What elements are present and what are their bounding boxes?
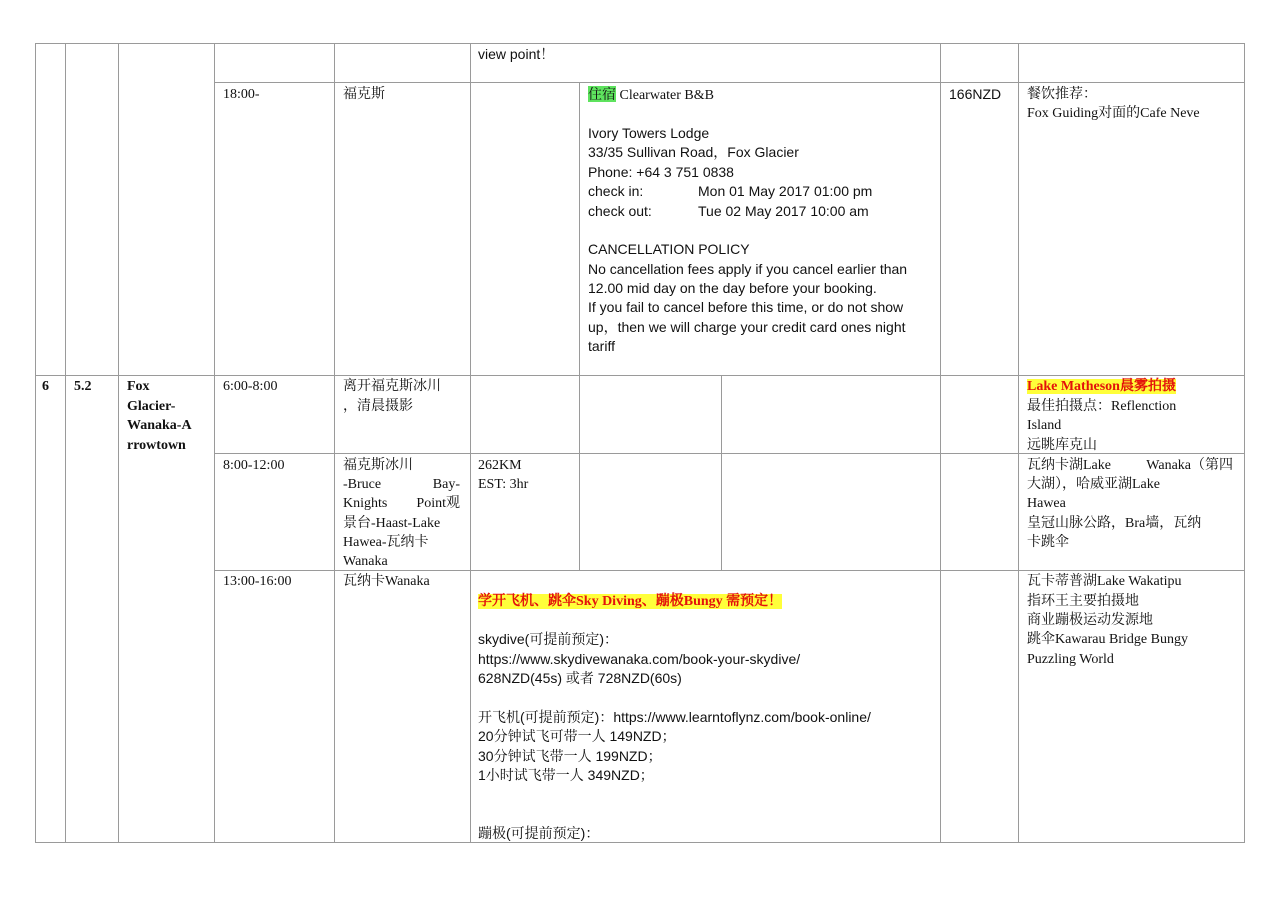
grid-line	[1018, 43, 1019, 843]
place-line: Wanaka	[343, 554, 388, 569]
fly-price: 20分钟试飞可带一人 149NZD；	[478, 728, 676, 744]
place-line: 福克斯冰川	[343, 458, 413, 473]
place-word: Point观	[416, 496, 460, 511]
grid-line	[214, 43, 215, 843]
place-line	[343, 475, 460, 494]
route-line: Glacier-	[127, 399, 176, 414]
place-word: Bay-	[432, 477, 460, 492]
policy-line: up，then we will charge your credit card ones night	[588, 319, 906, 335]
place-line: 景台-Haast-Lake	[343, 516, 441, 531]
place-cell: 瓦纳卡Wanaka	[343, 574, 430, 589]
grid-line	[470, 43, 471, 83]
policy-line: 12.00 mid day on the day before your booking.	[588, 280, 877, 296]
note-line: 指环王主要拍摄地	[1027, 594, 1139, 609]
policy-line: No cancellation fees apply if you cancel earlier than	[588, 261, 908, 277]
day-number: 6	[42, 379, 49, 394]
skydive-label: skydive(可提前预定)：	[478, 631, 619, 647]
checkin-row	[588, 182, 872, 201]
place-word: Knights	[343, 496, 388, 511]
policy-title: CANCELLATION POLICY	[588, 241, 750, 257]
checkin-value: Mon 01 May 2017 01:00 pm	[698, 183, 873, 199]
policy-line: tariff	[588, 338, 615, 354]
distance-cell: 262KM	[478, 458, 522, 473]
cost-cell: 166NZD	[949, 86, 1002, 102]
time-cell: 8:00-12:00	[223, 458, 285, 473]
bungy-label: 蹦极(可提前预定)：	[478, 825, 600, 841]
note-line: 跳伞Kawarau Bridge Bungy	[1027, 632, 1188, 647]
route-line: Fox	[127, 379, 150, 394]
est-cell: EST: 3hr	[478, 477, 529, 492]
grid-line	[579, 82, 580, 571]
note-line: 远眺库克山	[1027, 438, 1097, 453]
day-date: 5.2	[74, 379, 92, 394]
checkout-label: check out:	[588, 203, 652, 219]
note-line: 皇冠山脉公路，Bra墙，瓦纳	[1027, 516, 1202, 531]
policy-line: If you fail to cancel before this time, or do not show	[588, 299, 904, 315]
skydive-price: 628NZD(45s) 或者 728NZD(60s)	[478, 670, 682, 686]
grid-line	[214, 82, 1245, 83]
time-cell: 6:00-8:00	[223, 379, 278, 394]
grid-line	[940, 43, 941, 843]
grid-line	[35, 375, 1245, 376]
note-line: 卡跳伞	[1027, 535, 1069, 550]
grid-line	[35, 43, 1245, 44]
stay-label: 住宿	[588, 86, 616, 102]
note-highlight	[1027, 377, 1176, 396]
activity-headline-text: 学开飞机、跳伞Sky Diving、蹦极Bungy 需预定！	[478, 594, 783, 609]
skydive-url: https://www.skydivewanaka.com/book-your-skydive/	[478, 651, 801, 667]
lodge-address: 33/35 Sullivan Road，Fox Glacier	[588, 144, 799, 160]
grid-line	[1244, 43, 1245, 843]
place-line: 离开福克斯冰川	[343, 379, 441, 394]
route-line: Wanaka-A	[127, 418, 192, 433]
lodge-phone: Phone: +64 3 751 0838	[588, 164, 734, 180]
note-line: 大湖），哈威亚湖Lake	[1027, 477, 1160, 492]
place-cell: 福克斯	[343, 87, 385, 102]
note-word: Wanaka（第四	[1146, 458, 1233, 473]
note-title: 餐饮推荐：	[1027, 87, 1097, 102]
grid-line	[721, 375, 722, 571]
note-line: 最佳拍摄点：Reflenction	[1027, 399, 1177, 414]
activity-headline	[478, 592, 782, 611]
fly-price: 30分钟试飞带一人 199NZD；	[478, 748, 662, 764]
note-word: 瓦纳卡湖Lake	[1027, 458, 1111, 473]
place-word: -Bruce	[343, 477, 382, 492]
grid-line	[118, 43, 119, 843]
grid-line	[35, 842, 1245, 843]
note-highlight-text: Lake Matheson晨雾拍摄	[1027, 379, 1176, 394]
fly-label: 开飞机(可提前预定)：https://www.learntoflynz.com/book-online/	[478, 709, 871, 725]
stay-title	[588, 85, 714, 105]
note-line: 瓦卡蒂普湖Lake Wakatipu	[1027, 574, 1182, 589]
checkout-value: Tue 02 May 2017 10:00 am	[698, 203, 869, 219]
place-line	[343, 494, 460, 513]
note-line: Island	[1027, 418, 1062, 433]
checkout-row	[588, 202, 869, 221]
fly-price: 1小时试飞带一人 349NZD；	[478, 767, 654, 783]
checkin-label: check in:	[588, 183, 644, 199]
note-line: Hawea	[1027, 496, 1066, 511]
viewpoint-text: view point！	[478, 46, 555, 62]
place-line: ，清晨摄影	[343, 399, 413, 414]
grid-line	[334, 43, 335, 843]
note-line: 商业蹦极运动发源地	[1027, 613, 1153, 628]
note-line: Puzzling World	[1027, 652, 1114, 667]
time-cell: 18:00-	[223, 87, 260, 102]
lodge-name: Ivory Towers Lodge	[588, 125, 710, 141]
grid-line	[35, 43, 36, 843]
note-line: Fox Guiding对面的Cafe Neve	[1027, 106, 1200, 121]
place-line: Hawea-瓦纳卡	[343, 535, 429, 550]
time-cell: 13:00-16:00	[223, 574, 292, 589]
stay-name: Clearwater B&B	[616, 88, 714, 103]
grid-line	[65, 43, 66, 843]
note-line	[1027, 456, 1233, 475]
grid-line	[470, 82, 471, 843]
route-line: rrowtown	[127, 438, 186, 453]
